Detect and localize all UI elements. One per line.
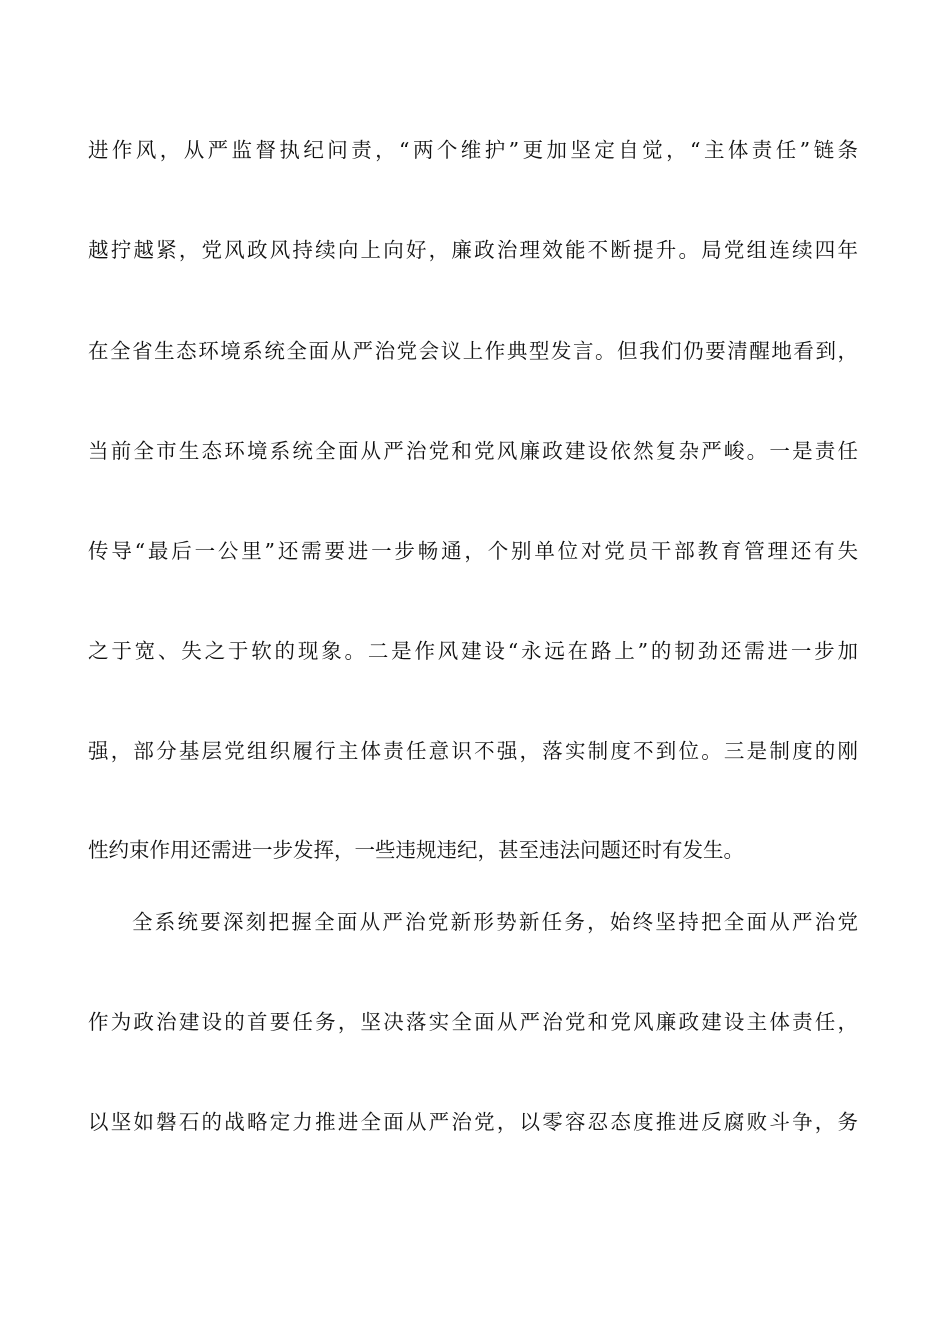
text-line: 传导“最后一公里”还需要进一步畅通，个别单位对党员干部教育管理还有失	[88, 539, 858, 563]
text-line: 当前全市生态环境系统全面从严治党和党风廉政建设依然复杂严峻。一是责任	[88, 439, 858, 463]
text-line: 作为政治建设的首要任务，坚决落实全面从严治党和党风廉政建设主体责任，	[88, 1010, 858, 1034]
text-line: 之于宽、失之于软的现象。二是作风建设“永远在路上”的韧劲还需进一步加	[88, 639, 858, 663]
paragraph-first-line: 全系统要深刻把握全面从严治党新形势新任务，始终坚持把全面从严治党	[132, 910, 858, 934]
text-line: 进作风，从严监督执纪问责，“两个维护”更加坚定自觉，“主体责任”链条	[88, 138, 858, 162]
text-line: 性约束作用还需进一步发挥，一些违规违纪，甚至违法问题还时有发生。	[88, 838, 744, 862]
text-line: 强，部分基层党组织履行主体责任意识不强，落实制度不到位。三是制度的刚	[88, 739, 858, 763]
text-line: 越拧越紧，党风政风持续向上向好，廉政治理效能不断提升。局党组连续四年	[88, 238, 858, 262]
text-line: 以坚如磐石的战略定力推进全面从严治党，以零容忍态度推进反腐败斗争，务	[88, 1110, 858, 1134]
text-line: 在全省生态环境系统全面从严治党会议上作典型发言。但我们仍要清醒地看到，	[88, 339, 858, 363]
